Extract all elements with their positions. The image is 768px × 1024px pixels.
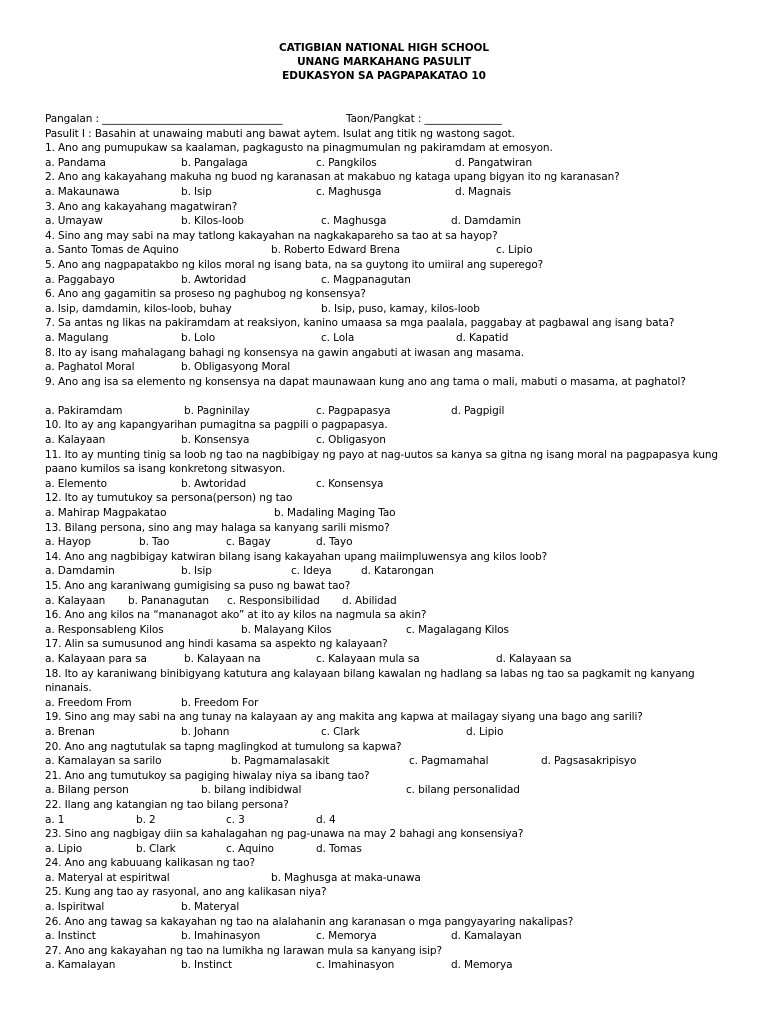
question-text: 1. Ano ang pumupukaw sa kaalaman, pagkagusto na pinagmumulan ng pakiramdam at emosyon. (45, 142, 553, 155)
question-text: 26. Ano ang tawag sa kakayahan ng tao na alalahanin ang karanasan o mga pangyayaring nakalipas? (45, 915, 574, 928)
answer-option: b. Instinct (181, 959, 233, 972)
answer-option: a. Paghatol Moral (45, 361, 135, 374)
answer-option: c. Pagmamahal (409, 755, 489, 768)
question-text: 18. Ito ay karaniwang binibigyang katutura ang kalayaan bilang kawalan ng hadlang sa labas ng tao sa pagkamit ng kanyang ninanais. (45, 667, 695, 695)
question-options (45, 506, 735, 521)
answer-option: c. Clark (321, 725, 360, 738)
answer-option: d. Pagsasakripisyo (541, 755, 637, 768)
school-name: CATIGBIAN NATIONAL HIGH SCHOOL (279, 42, 489, 54)
answer-option: b. Lolo (181, 331, 216, 344)
answer-option: b. Pagmamalasakit (231, 755, 330, 768)
answer-option: b. Pangalaga (181, 156, 248, 169)
answer-option: d. Abilidad (342, 594, 397, 607)
answer-option: a. Pandama (45, 156, 106, 169)
question-text: 21. Ano ang tumutukoy sa pagiging hiwalay niya sa ibang tao? (45, 769, 370, 782)
question-text: 9. Ano ang isa sa elemento ng konsensya na dapat maunawaan kung ano ang tama o mali, mabuti o masama, at paghatol? (45, 375, 686, 388)
answer-option: b. Pananagutan (128, 594, 209, 607)
answer-option: d. Pangatwiran (455, 156, 533, 169)
answer-option: d. Kalayaan sa (496, 652, 572, 665)
answer-option: b. Konsensya (181, 434, 250, 447)
exam-header (0, 41, 768, 83)
answer-option: a. Damdamin (45, 565, 115, 578)
answer-option: c. Konsensya (316, 477, 384, 490)
question-options (45, 214, 735, 229)
answer-option: b. Malayang Kilos (241, 623, 332, 636)
answer-option: c. Lola (321, 331, 355, 344)
answer-option: a. Bilang person (45, 784, 129, 797)
answer-option: c. Bagay (226, 536, 271, 549)
answer-option: a. Elemento (45, 477, 107, 490)
answer-option: a. Kalayaan (45, 594, 106, 607)
question-options (45, 929, 735, 944)
answer-option: c. Maghusga (321, 215, 387, 228)
answer-option: d. Kamalayan (451, 930, 522, 943)
question-options (45, 433, 735, 448)
question-text: 15. Ano ang karaniwang gumigising sa puso ng bawat tao? (45, 580, 351, 592)
answer-option: a. Kalayaan (45, 434, 106, 447)
answer-option: c. 3 (226, 813, 245, 826)
question-text: 22. Ilang ang katangian ng tao bilang persona? (45, 798, 289, 811)
question-options (45, 842, 735, 857)
answer-option: b. Tao (139, 536, 170, 549)
question-options (45, 958, 735, 973)
answer-option: d. Pagpigil (451, 404, 505, 417)
question-options (45, 900, 735, 915)
question-text: 4. Sino ang may sabi na may tatlong kakayahan na nagkakapareho sa tao at sa hayop? (45, 229, 498, 242)
answer-option: c. Obligasyon (316, 434, 386, 447)
answer-option: c. Memorya (316, 930, 377, 943)
question-options (45, 564, 735, 579)
question-options (45, 156, 735, 171)
answer-option: a. Umayaw (45, 215, 103, 228)
question-text: 23. Sino ang nagbigay diin sa kahalagahan ng pag-unawa na may 2 bahagi ang konsensiya? (45, 828, 524, 841)
question-text: 16. Ano ang kilos na “mananagot ako” at ito ay kilos na nagmula sa akin? (45, 609, 427, 622)
question-text: 25. Kung ang tao ay rasyonal, ano ang kalikasan niya? (45, 886, 327, 899)
question-text: 8. Ito ay isang mahalagang bahagi ng konsensya na gawin angabuti at iwasan ang masama. (45, 346, 524, 359)
answer-option: a. 1 (45, 813, 65, 826)
question-options (45, 535, 735, 550)
answer-option: c. Kalayaan mula sa (316, 652, 420, 665)
question-text: 2. Ano ang kakayahang makuha ng buod ng karanasan at makabuo ng kataga upang bigyan ito ng karanasan? (45, 171, 620, 184)
answer-option: c. bilang personalidad (406, 784, 520, 797)
answer-option: c. Lipio (496, 244, 533, 257)
student-info-row (45, 112, 735, 127)
question-text: 5. Ano ang nagpapatakbo ng kilos moral ng isang bata, na sa guytong ito umiiral ang superego? (45, 258, 544, 271)
answer-option: d. Katarongan (361, 565, 434, 578)
answer-option: a. Hayop (45, 536, 91, 549)
answer-option: b. Awtoridad (181, 273, 247, 286)
answer-option: b. Obligasyong Moral (181, 361, 291, 374)
question-options (45, 360, 735, 375)
question-text: 6. Ano ang gagamitin sa proseso ng paghubog ng konsensya? (45, 288, 366, 301)
question-text: 13. Bilang persona, sino ang may halaga sa kanyang sarili mismo? (45, 521, 390, 534)
answer-option: b. Johann (181, 725, 230, 738)
question-options (45, 871, 735, 886)
answer-option: d. 4 (316, 813, 336, 826)
answer-option: b. Isip, puso, kamay, kilos-loob (321, 302, 480, 315)
question-text: 27. Ano ang kakayahan ng tao na lumikha ng larawan mula sa kanyang isip? (45, 944, 442, 957)
question-options (45, 725, 735, 740)
answer-option: c. Maghusga (316, 185, 382, 198)
answer-option: a. Lipio (45, 842, 83, 855)
answer-option: a. Magulang (45, 331, 109, 344)
answer-option: b. Kilos-loob (181, 215, 244, 228)
question-options (45, 594, 735, 609)
question-text: 24. Ano ang kabuuang kalikasan ng tao? (45, 857, 255, 870)
answer-option: c. Responsibilidad (227, 594, 320, 607)
exam-title: UNANG MARKAHANG PASULIT (297, 56, 471, 68)
answer-option: a. Responsableng Kilos (45, 623, 164, 636)
answer-option: c. Magalagang Kilos (406, 623, 509, 636)
answer-option: d. Damdamin (451, 215, 521, 228)
answer-option: b. bilang indibidwal (201, 784, 302, 797)
name-field-label: Pangalan : ___________________________________ (45, 113, 283, 125)
answer-option: a. Brenan (45, 725, 95, 738)
answer-option: a. Makaunawa (45, 185, 120, 198)
answer-option: b. Awtoridad (181, 477, 247, 490)
answer-option: b. Isip (181, 565, 212, 578)
answer-option: d. Magnais (455, 185, 511, 198)
answer-option: c. Pangkilos (316, 156, 377, 169)
year-section-field-label: Taon/Pangkat : _______________ (346, 113, 502, 125)
answer-option: a. Santo Tomas de Aquino (45, 244, 179, 257)
answer-option: a. Kalayaan para sa (45, 652, 147, 665)
answer-option: b. Imahinasyon (181, 930, 261, 943)
answer-option: d. Kapatid (456, 331, 509, 344)
answer-option: a. Instinct (45, 930, 96, 943)
question-text: 11. Ito ay munting tinig sa loob ng tao na nagbibigay ng payo at nag-uutos sa kanya sa gitna ng isang moral na pagpapasya kung paano kumilos sa isang konkretong sitwasyon. (45, 448, 718, 476)
answer-option: c. Pagpapasya (316, 404, 391, 417)
answer-option: a. Freedom From (45, 696, 132, 709)
answer-option: d. Memorya (451, 959, 513, 972)
question-options (45, 273, 735, 288)
answer-option: b. Materyal (181, 901, 240, 914)
question-options (45, 185, 735, 200)
answer-option: d. Tayo (316, 536, 353, 549)
answer-option: c. Ideya (291, 565, 332, 578)
answer-option: b. Maghusga at maka-unawa (271, 871, 421, 884)
answer-option: a. Kamalayan (45, 959, 116, 972)
subject-title: EDUKASYON SA PAGPAPAKATAO 10 (282, 70, 486, 82)
question-options (45, 783, 735, 798)
answer-option: b. 2 (136, 813, 156, 826)
question-options (45, 652, 735, 667)
answer-option: c. Magpanagutan (321, 273, 411, 286)
question-text: 20. Ano ang nagtutulak sa tapng maglingkod at tumulong sa kapwa? (45, 740, 402, 753)
question-options (45, 302, 735, 317)
question-text: 12. Ito ay tumutukoy sa persona(person) ng tao (45, 492, 293, 505)
question-text: 14. Ano ang nagbibigay katwiran bilang isang kakayahan upang maiimpluwensya ang kilos loob? (45, 550, 548, 563)
question-text: 19. Sino ang may sabi na ang tunay na kalayaan ay ang makita ang kapwa at mailagay siyang una bago ang sarili? (45, 711, 643, 724)
exam-body (45, 112, 735, 973)
answer-option: a. Kamalayan sa sarilo (45, 755, 162, 768)
answer-option: b. Madaling Maging Tao (274, 507, 396, 520)
question-options (45, 754, 735, 769)
question-options (45, 243, 735, 258)
answer-option: b. Roberto Edward Brena (271, 244, 400, 257)
answer-option: a. Ispiritwal (45, 901, 105, 914)
question-options (45, 623, 735, 638)
answer-option: b. Kalayaan na (184, 652, 261, 665)
answer-option: a. Isip, damdamin, kilos-loob, buhay (45, 302, 232, 315)
question-text: 10. Ito ay ang kapangyarihan pumagitna sa pagpili o pagpapasya. (45, 419, 388, 432)
question-options (45, 404, 735, 419)
instructions: Pasulit I : Basahin at unawaing mabuti ang bawat aytem. Isulat ang titik ng wastong sagot. (45, 127, 515, 140)
question-options (45, 477, 735, 492)
answer-option: b. Clark (136, 842, 176, 855)
answer-option: a. Pakiramdam (45, 404, 123, 417)
question-options (45, 813, 735, 828)
answer-option: a. Mahirap Magpakatao (45, 507, 167, 520)
question-options (45, 331, 735, 346)
answer-option: b. Freedom For (181, 696, 259, 709)
question-text: 3. Ano ang kakayahang magatwiran? (45, 200, 238, 213)
question-text: 7. Sa antas ng likas na pakiramdam at reaksiyon, kanino umaasa sa mga paalala, paggabay at pagbawal ang isang bata? (45, 317, 675, 330)
answer-option: b. Isip (181, 185, 212, 198)
answer-option: a. Paggabayo (45, 273, 115, 286)
answer-option: a. Materyal at espiritwal (45, 871, 170, 884)
question-list (45, 141, 735, 973)
answer-option: b. Pagninilay (184, 404, 250, 417)
question-options (45, 696, 735, 711)
answer-option: c. Imahinasyon (316, 959, 395, 972)
question-text: 17. Alin sa sumusunod ang hindi kasama sa aspekto ng kalayaan? (45, 638, 388, 651)
answer-option: d. Tomas (316, 842, 362, 855)
answer-option: c. Aquino (226, 842, 274, 855)
answer-option: d. Lipio (466, 725, 504, 738)
